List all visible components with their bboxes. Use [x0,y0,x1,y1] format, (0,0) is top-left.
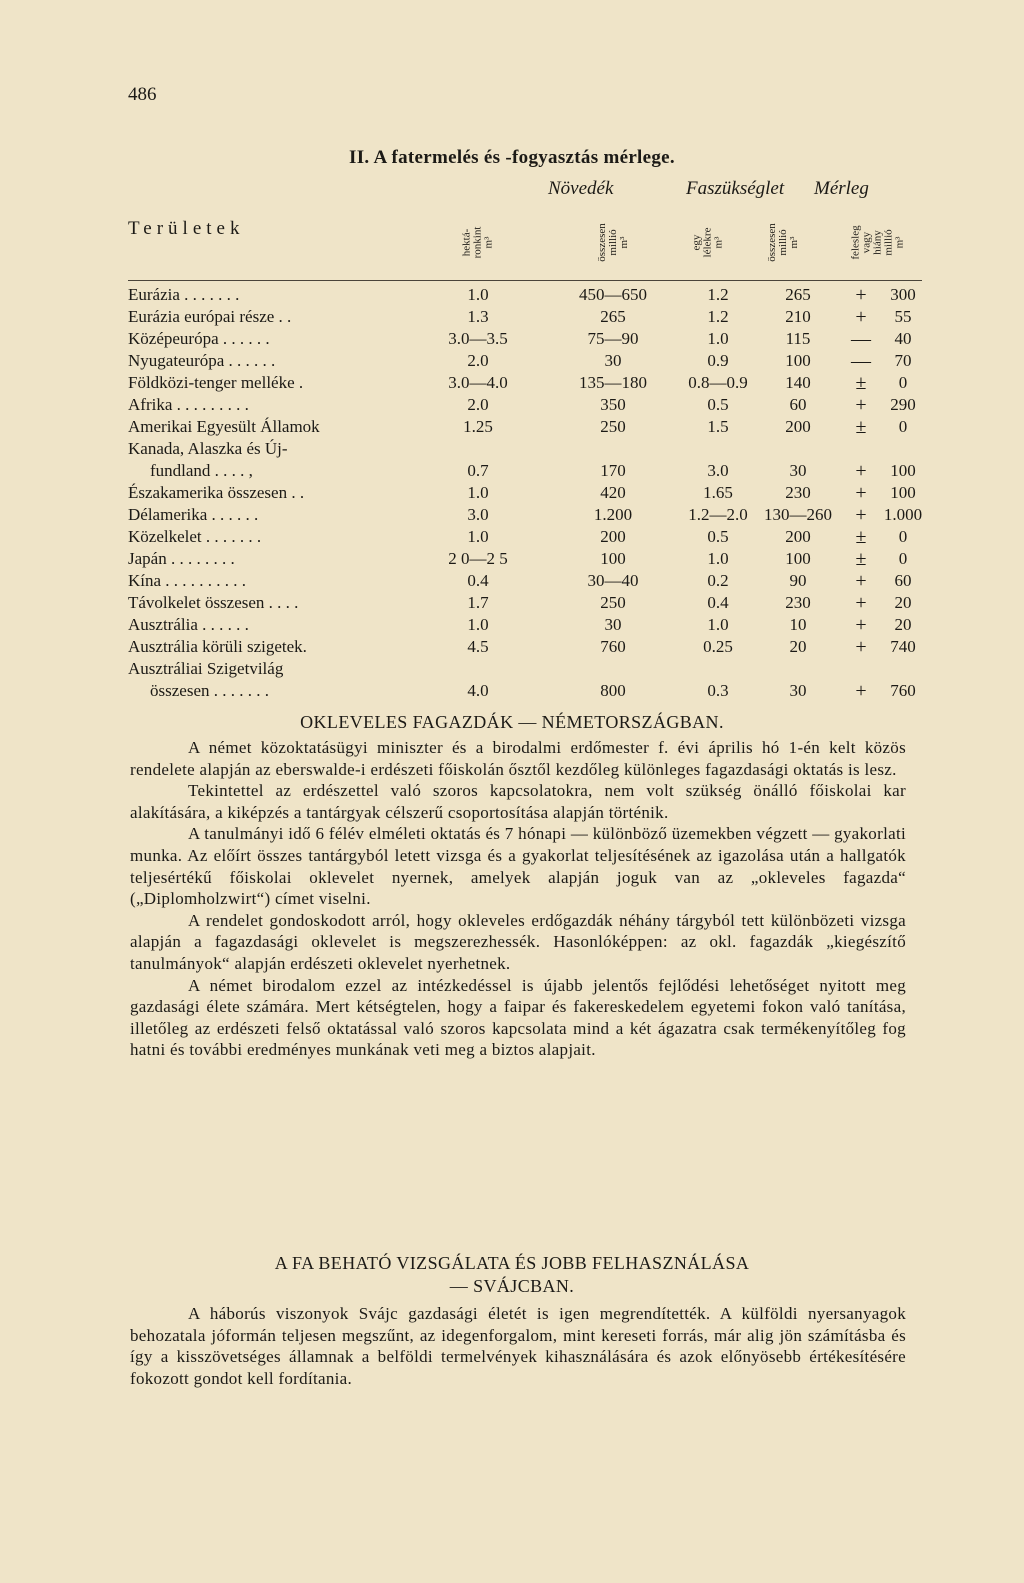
table-cell: 30—40 [587,571,639,590]
section-subtitle-svajc: — SVÁJCBAN. [449,1276,575,1296]
table-cell: 230 [785,593,811,612]
territory-name: összesen . . . . . . . [150,681,269,700]
table-rows [128,284,922,702]
territory-name: fundland . . . . , [150,461,253,480]
row-line [128,614,922,636]
territory-name: Nyugateurópa . . . . . . [128,351,276,370]
table-cell: 100 [890,483,916,502]
table-cell: 70 [894,351,912,370]
table-cell: 0.25 [703,637,733,656]
table-row [128,350,922,372]
section-title-svajc: A FA BEHATÓ VIZSGÁLATA ÉS JOBB FELHASZNÁLÁSA [274,1253,750,1273]
table-cell: 200 [600,527,626,546]
row-line [128,328,922,350]
table-cell: 200 [785,527,811,546]
table-cell: 1.000 [883,505,923,524]
table-cell: 3.0—4.0 [448,373,508,392]
territory-name: Afrika . . . . . . . . . [128,395,249,414]
table-cell: 1.200 [593,505,633,524]
row-line [128,416,922,438]
balance-sign: — [851,350,871,372]
table-cell: 1.25 [463,417,493,436]
row-line [128,680,922,702]
table-cell: 130—260 [764,505,832,524]
table-cell: 100 [785,351,811,370]
balance-sign: + [855,614,867,636]
table-row [128,504,922,526]
table-cell: 1.2—2.0 [688,505,748,524]
balance-sign: + [855,394,867,416]
table-cell: 0.4 [707,593,729,612]
table-cell: 0.5 [707,527,729,546]
table-cell: 100 [785,549,811,568]
table-cell: 1.65 [703,483,733,502]
table-row [128,614,922,636]
territory-name: Ausztráliai Szigetvilág [128,659,284,678]
table-cell: 60 [894,571,912,590]
table-row [128,548,922,570]
paragraph: A tanulmányi idő 6 félév elméleti oktatás és 7 hónapi — különböző üzemekben végzett — gyakorlati munka. Az előírt összes tantárgyból letett vizsga és a gyakorlat teljesítésének az igazolása után a hallgatók teljesértékű főiskolai oklevelet nyernek, amelyek alapján joguk van az „okleveles fagazda“ („Diplomholzwirt“) címet viselni. [130,824,906,909]
row-line [128,504,922,526]
table-cell: 1.0 [467,527,489,546]
table-cell: 1.0 [707,615,729,634]
row-line [128,460,922,482]
row-line [128,636,922,658]
table-cell: 760 [890,681,916,700]
territory-name: Középeurópa . . . . . . [128,329,270,348]
table-cell: 450—650 [579,285,647,304]
balance-sign: ± [855,548,867,570]
row-line [128,438,922,460]
table-cell: 350 [600,395,626,414]
table-cell: 4.0 [467,681,489,700]
table-cell: 0 [898,417,908,436]
balance-sign: + [855,504,867,526]
paragraph: A rendelet gondoskodott arról, hogy okleveles erdőgazdák néhány tárgyból tett különbözeti vizsga alapján a fagazdasági oklevelet is megszerezhessék. Hasonlóképpen: az okl. fagazdák „kiegészítő tanulmányok“ alapján erdészeti oklevelet nyerhetnek. [130,910,906,973]
balance-sign: — [851,328,871,350]
row-line [128,394,922,416]
table-cell: 2.0 [467,351,489,370]
paragraph: A német birodalom ezzel az intézkedéssel is újabb jelentős fejlődési lehetőséget nyitott meg gazdasági élete számára. Mert kétségtelen, hogy a faipar és fakereskedelem egyetemi fokon való tanítása, illetőleg az erdészeti felső oktatással való szoros kapcsolata mind a két ágazatra csak termékenyítőleg fog hatni és további eredményes munkának veti meg a biztos alapjait. [130,975,906,1060]
table-cell: 100 [600,549,626,568]
territory-name: Kanada, Alaszka és Új- [128,439,288,458]
table-cell: 0.7 [467,461,489,480]
table-cell: 90 [789,571,807,590]
territory-name: Eurázia . . . . . . . [128,285,240,304]
territory-name: Japán . . . . . . . . [128,549,235,568]
table-cell: 1.0 [707,329,729,348]
table-cell: 800 [600,681,626,700]
table-row [128,658,922,702]
table-cell: 135—180 [579,373,647,392]
table-cell: 1.0 [467,285,489,304]
table-cell: 0.9 [707,351,729,370]
table-cell: 30 [604,615,622,634]
table-cell: 3.0 [707,461,729,480]
table-row [128,394,922,416]
table-cell: 2 0—2 5 [448,549,508,568]
paragraph: A háborús viszonyok Svájc gazdasági életét is igen megrendítették. A külföldi nyersanyagok behozatala jóformán teljesen megszűnt, az idegenforgalom, mint kereseti forrás, már alig jön számításba és így a kisszövetséges államnak a belföldi termelvények kihasználására és azok előnyösebb értékesítésére fokozott gondot kell fordítania. [130,1304,906,1388]
group-header-merleg: Mérleg [814,178,869,199]
table-cell: 420 [600,483,626,502]
section-text-okleveles [130,737,906,1061]
column-header-novedek-osszesen: összesen millió m³ [595,222,630,262]
row-line [128,284,922,306]
column-header-lelekre: egy lélekre m³ [690,227,725,257]
table-cell: 40 [894,329,912,348]
territory-name: Délamerika . . . . . . [128,505,259,524]
table-cell: 230 [785,483,811,502]
table-cell: 0 [898,373,908,392]
table-cell: 115 [785,329,811,348]
territory-name: Ausztrália körüli szigetek. [128,637,307,656]
table-cell: 1.7 [467,593,489,612]
table-cell: 1.2 [707,307,729,326]
territory-name: Kína . . . . . . . . . . [128,571,247,590]
table-cell: 3.0 [467,505,489,524]
table-row [128,592,922,614]
territory-name: Eurázia európai része . . [128,307,292,326]
balance-sign: + [855,680,867,702]
table-cell: 10 [789,615,807,634]
section-text-svajc [130,1303,906,1389]
table-cell: 0 [898,549,908,568]
table-cell: 1.0 [707,549,729,568]
row-line [128,592,922,614]
row-line [128,526,922,548]
territory-name: Északamerika összesen . . [128,483,305,502]
table-row [128,372,922,394]
table-cell: 0.5 [707,395,729,414]
balance-sign: + [855,460,867,482]
territories-header: Területek [128,218,245,239]
table-cell: 20 [894,615,912,634]
table-cell: 1.0 [467,483,489,502]
table-cell: 0.3 [707,681,729,700]
table-cell: 300 [890,285,916,304]
table-cell: 290 [890,395,916,414]
balance-sign: + [855,306,867,328]
row-line [128,482,922,504]
column-header-merleg: felesleg vagy hiány millió m³ [849,224,906,260]
table-cell: 1.0 [467,615,489,634]
table-cell: 2.0 [467,395,489,414]
balance-sign: + [855,284,867,306]
page-number: 486 [128,84,157,105]
table-cell: 30 [604,351,622,370]
row-line [128,350,922,372]
table-cell: 740 [890,637,916,656]
table-cell: 75—90 [587,329,639,348]
paragraph: A német közoktatásügyi miniszter és a birodalmi erdőmester f. évi április hó 1-én kelt közös rendelete alapján az eberswalde-i erdészeti főiskolán ősztől kezdőleg különleges fagazdasági oktatás is lesz. [130,738,906,779]
table-cell: 265 [785,285,811,304]
table-cell: 140 [785,373,811,392]
table-cell: 1.2 [707,285,729,304]
table-row [128,306,922,328]
territory-name: Földközi-tenger melléke . [128,373,304,392]
table-cell: 265 [600,307,626,326]
column-header-szukseglet-osszesen: összesen millió m³ [765,222,800,262]
table-row [128,328,922,350]
table-cell: 210 [785,307,811,326]
table-row [128,416,922,438]
balance-sign: + [855,570,867,592]
balance-sign: ± [855,416,867,438]
territory-name: Amerikai Egyesült Államok [128,417,320,436]
table-cell: 20 [789,637,807,656]
table-cell: 100 [890,461,916,480]
table-cell: 20 [894,593,912,612]
table-cell: 3.0—3.5 [448,329,508,348]
table-cell: 170 [600,461,626,480]
territory-name: Ausztrália . . . . . . [128,615,249,634]
balance-sign: ± [855,372,867,394]
table-row [128,526,922,548]
table-cell: 1.3 [467,307,489,326]
territory-name: Távolkelet összesen . . . . [128,593,299,612]
column-header-hektaronkint: hektá- ronkint m³ [460,226,495,258]
table-cell: 30 [789,681,807,700]
header-divider [128,280,922,281]
table-cell: 4.5 [467,637,489,656]
table-cell: 60 [789,395,807,414]
table-cell: 760 [600,637,626,656]
table-row [128,482,922,504]
table-row [128,438,922,482]
table-cell: 55 [894,307,912,326]
paragraph: Tekintettel az erdészettel való szoros kapcsolatokra, nem volt szükség önálló főiskolai kar alakítására, a kiképzés a tantárgyak célszerű csoportosítása alapján történik. [130,781,906,822]
table-cell: 30 [789,461,807,480]
group-header-novedek: Növedék [548,178,614,199]
table-cell: 1.5 [707,417,729,436]
row-line [128,658,922,680]
table-row [128,570,922,592]
table-title: II. A fatermelés és -fogyasztás mérlege. [349,147,675,168]
table-cell: 200 [785,417,811,436]
row-line [128,570,922,592]
table-cell: 0.4 [467,571,489,590]
table-cell: 0.8—0.9 [688,373,748,392]
balance-sign: + [855,482,867,504]
table-cell: 0.2 [707,571,729,590]
row-line [128,372,922,394]
table-row [128,636,922,658]
row-line [128,306,922,328]
group-header-faszukseglet: Faszükséglet [686,178,785,199]
table-cell: 0 [898,527,908,546]
table-cell: 250 [600,593,626,612]
balance-sign: + [855,636,867,658]
table-cell: 250 [600,417,626,436]
table-row [128,284,922,306]
balance-sign: + [855,592,867,614]
territory-name: Közelkelet . . . . . . . [128,527,262,546]
row-line [128,548,922,570]
section-title-okleveles: OKLEVELES FAGAZDÁK — NÉMETORSZÁGBAN. [300,712,724,732]
balance-sign: ± [855,526,867,548]
